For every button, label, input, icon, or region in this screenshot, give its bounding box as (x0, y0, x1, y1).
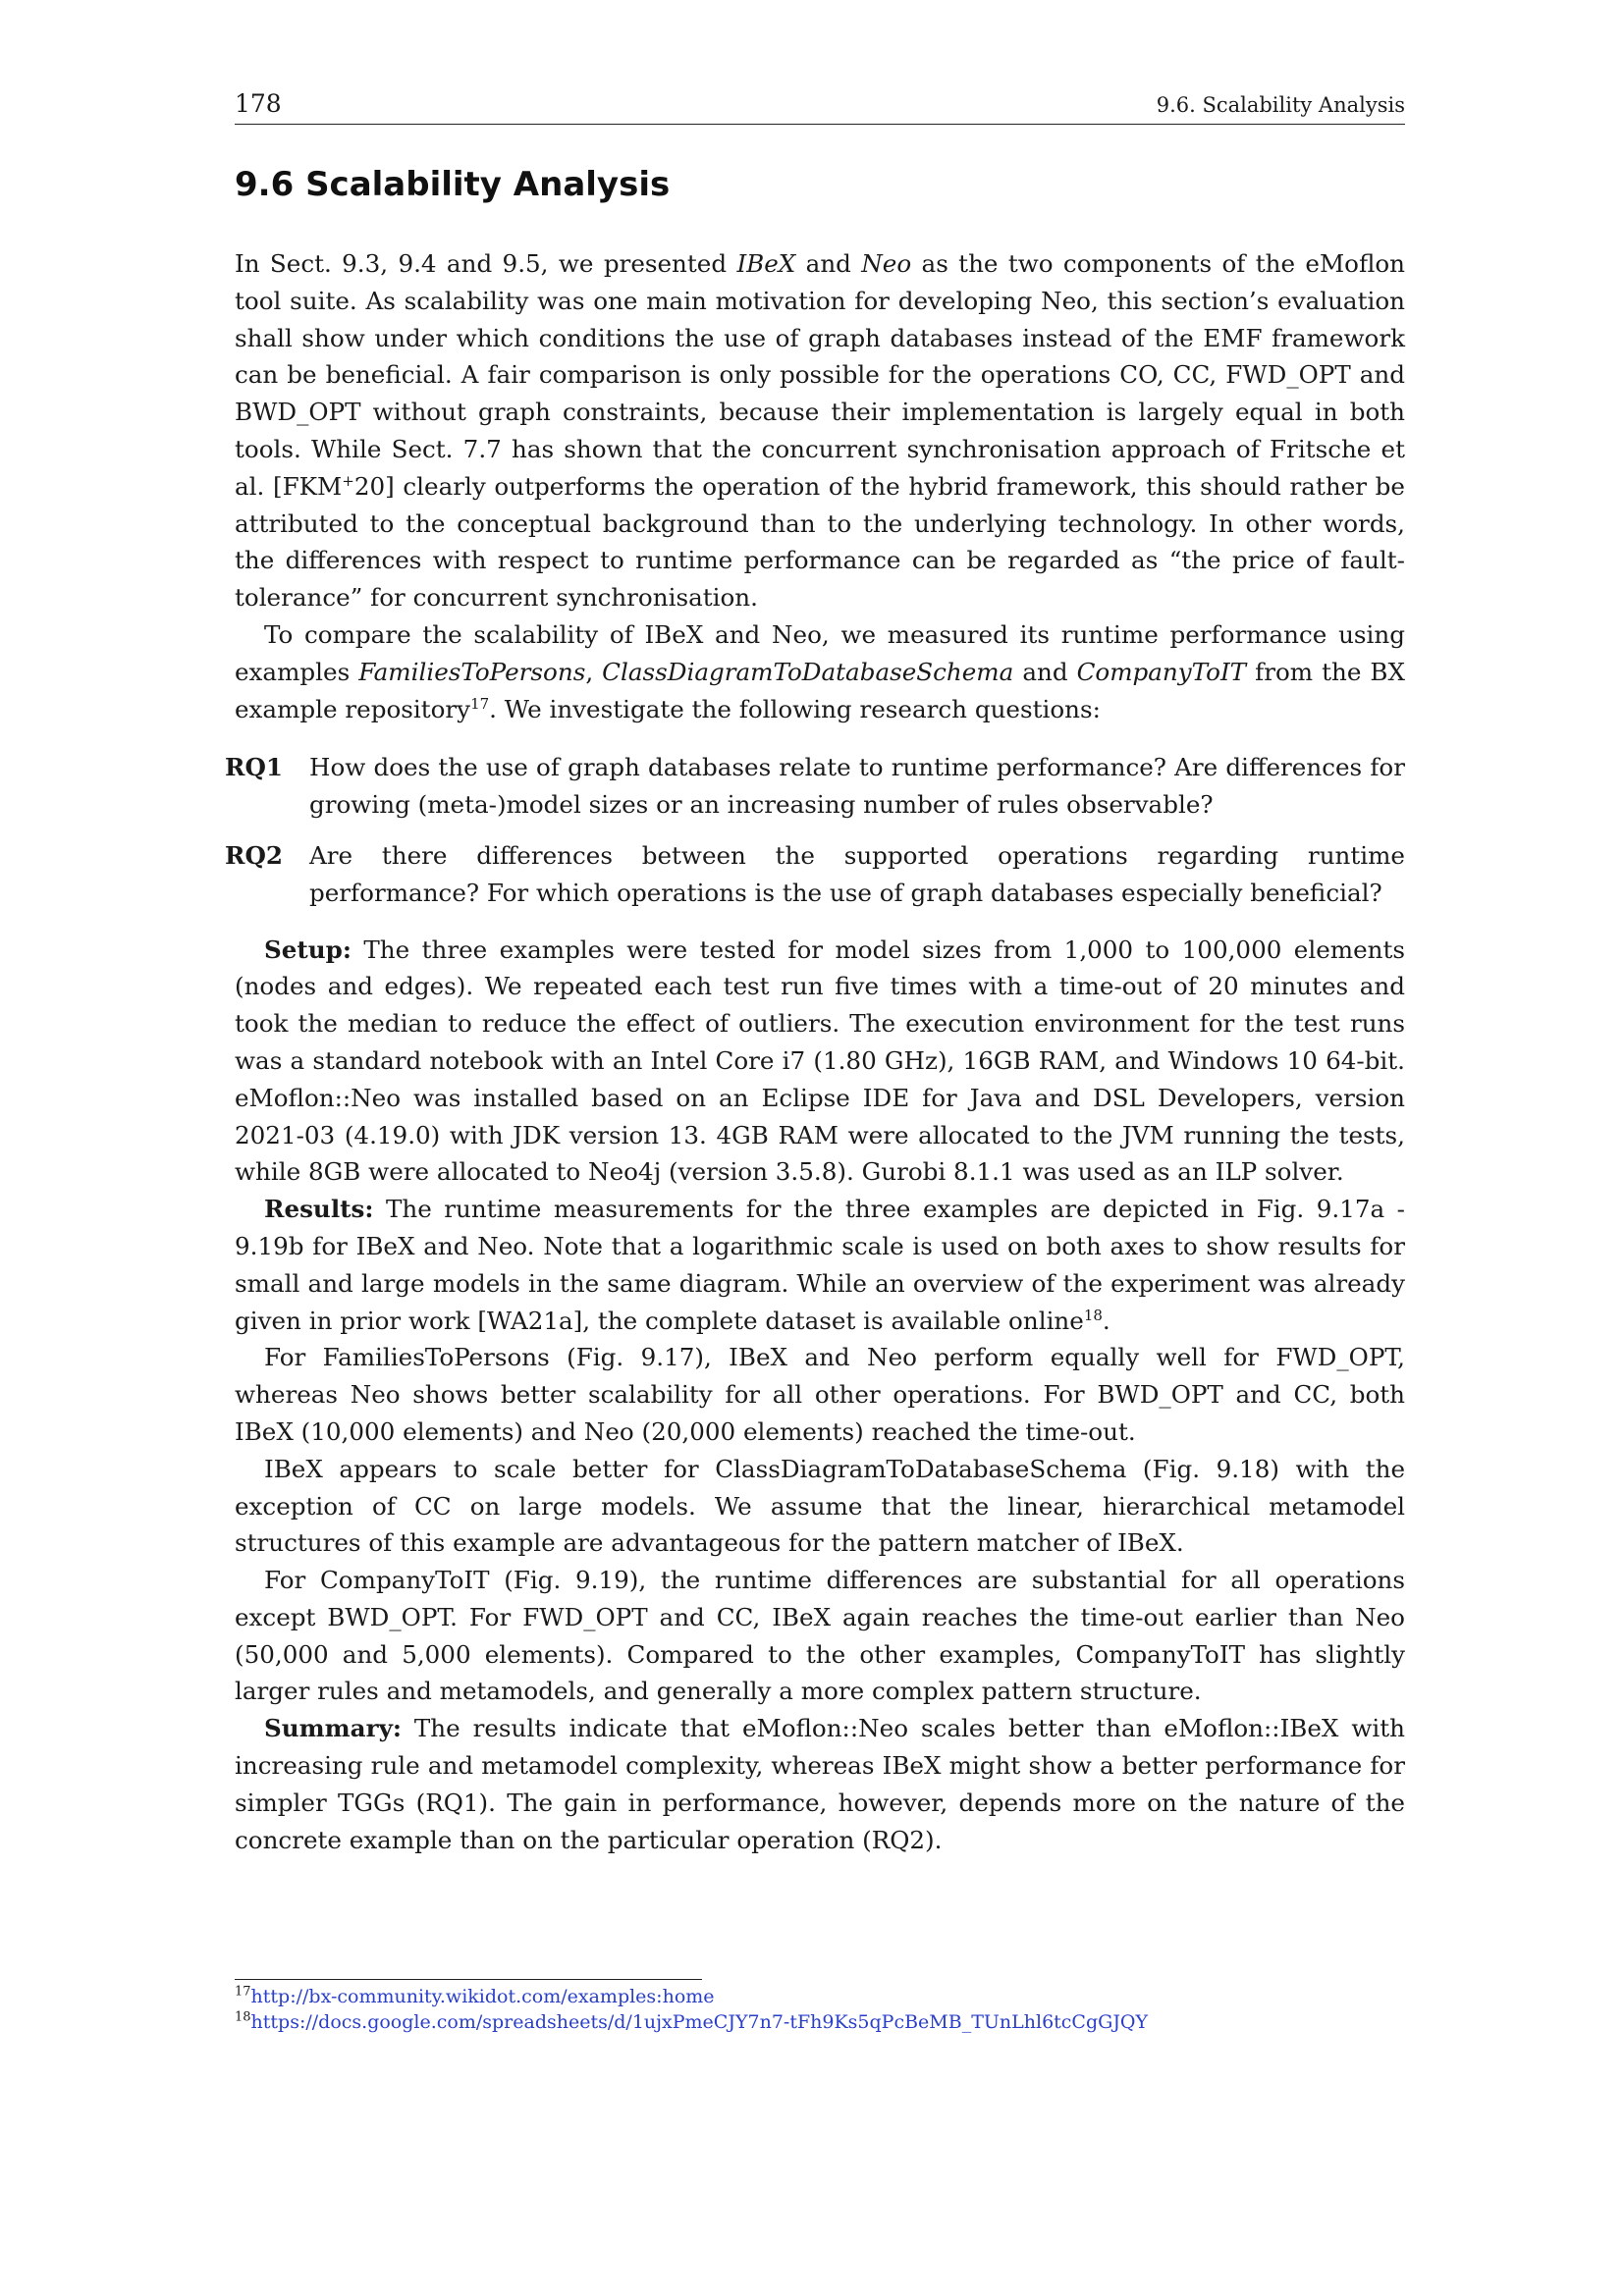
research-question-2 (225, 837, 1405, 912)
paragraph-summary: Summary: The results indicate that eMoflon::Neo scales better than eMoflon::IBeX with increasing rule and metamodel complexity, whereas IBeX might show a better performance for simpler TGGs (RQ1). The gain in performance, however, depends more on the nature of the concrete example than on the particular operation (RQ2). (235, 1714, 1405, 1854)
paragraph-classdiagram: IBeX appears to scale better for ClassDiagramToDatabaseSchema (Fig. 9.18) with the exception of CC on large models. We assume that the linear, hierarchical metamodel structures of this example are advantageous for the pattern matcher of IBeX. (235, 1454, 1405, 1558)
body-text (225, 245, 1406, 1858)
setup-label: Setup: (264, 934, 352, 964)
rq-label: RQ1 (225, 753, 283, 782)
paragraph-examples: To compare the scalability of IBeX and Neo, we measured its runtime performance using examples FamiliesToPersons, ClassDiagramToDatabaseSchema and CompanyToIT from the BX example repository$^{17}$. We investigate the following research questions: (235, 619, 1405, 723)
footnote-ref-18[interactable]: 18 (1083, 1306, 1103, 1324)
page-number: 178 (235, 89, 282, 118)
footnote-ref-17[interactable]: 17 (470, 694, 490, 713)
research-question-1 (225, 749, 1405, 824)
neo-term: Neo (861, 249, 912, 278)
results-label: Results: (264, 1195, 374, 1224)
rq-text: How does the use of graph databases relate to runtime performance? Are differences for growing (meta-)model sizes or an increasing number of rules observable? (309, 753, 1405, 820)
footnote-link[interactable]: https://docs.google.com/spreadsheets/d/1ujxPmeCJY7n7-tFh9Ks5qPcBeMB_TUnLhl6tcCgGJQY (250, 2011, 1149, 2033)
ibex-term: IBeX (736, 249, 796, 278)
running-title: 9.6. Scalability Analysis (1156, 93, 1405, 117)
summary-label: Summary: (264, 1714, 402, 1743)
footnote-17: $^{17}$http://bx-community.wikidot.com/examples:home (235, 1984, 715, 2007)
example-name: FamiliesToPersons (358, 657, 586, 686)
footnote-rule (235, 1979, 702, 1980)
paragraph-company: For CompanyToIT (Fig. 9.19), the runtime differences are substantial for all operations except BWD_OPT. For FWD_OPT and CC, IBeX again reaches the time-out earlier than Neo (50,000 and 5,000 elements). Compared to the other examples, CompanyToIT has slightly larger rules and metamodels, and generally a more complex pattern structure. (235, 1566, 1405, 1706)
page-header (235, 89, 1405, 125)
rq-label: RQ2 (225, 840, 283, 870)
paragraph-families: For FamiliesToPersons (Fig. 9.17), IBeX and Neo perform equally well for FWD_OPT, whereas Neo shows better scalability for all other operations. For BWD_OPT and CC, both IBeX (10,000 elements) and Neo (20,000 elements) reached the time-out. (235, 1343, 1405, 1446)
paragraph-intro: In Sect. 9.3, 9.4 and 9.5, we presented IBeX and Neo as the two components of the eMoflon tool suite. As scalability was one main motivation for developing Neo, this section’s evaluation shall show under which conditions the use of graph databases instead of the EMF framework can be beneficial. A fair comparison is only possible for the operations CO, CC, FWD_OPT and BWD_OPT without graph constraints, because their implementation is largely equal in both tools. While Sect. 7.7 has shown that the concurrent synchronisation approach of Fritsche et al. [FKM+20] clearly outperforms the operation of the hybrid framework, this should rather be attributed to the conceptual background than to the underlying technology. In other words, the differences with respect to runtime performance can be regarded as “the price of fault-tolerance” for concurrent synchronisation. (235, 249, 1406, 613)
footnote-link[interactable]: http://bx-community.wikidot.com/examples:home (250, 1986, 715, 2007)
rq-text: Are there differences between the supported operations regarding runtime performance? For which operations is the use of graph databases especially beneficial? (309, 840, 1405, 907)
footnote-18: $^{18}$https://docs.google.com/spreadsheets/d/1ujxPmeCJY7n7-tFh9Ks5qPcBeMB_TUnLhl6tcCgGJQY (235, 2009, 1149, 2033)
section-heading: 9.6 Scalability Analysis (235, 165, 671, 204)
paragraph-results: Results: The runtime measurements for the three examples are depicted in Fig. 9.17a - 9.19b for IBeX and Neo. Note that a logarithmic scale is used on both axes to show results for small and large models in the same diagram. While an overview of the experiment was already given in prior work [WA21a], the complete dataset is available online$^{18}$. (235, 1195, 1405, 1335)
paragraph-setup: Setup: The three examples were tested for model sizes from 1,000 to 100,000 elements (nodes and edges). We repeated each test run five times with a time-out of 20 minutes and took the median to reduce the effect of outliers. The execution environment for the test runs was a standard notebook with an Intel Core i7 (1.80 GHz), 16GB RAM, and Windows 10 64-bit. eMoflon::Neo was installed based on an Eclipse IDE for Java and DSL Developers, version 2021-03 (4.19.0) with JDK version 13. 4GB RAM were allocated to the JVM running the tests, while 8GB were allocated to Neo4j (version 3.5.8). Gurobi 8.1.1 was used as an ILP solver. (235, 934, 1405, 1187)
footnotes (235, 1979, 1405, 2035)
example-name: ClassDiagramToDatabaseSchema (602, 657, 1014, 686)
example-name: CompanyToIT (1076, 657, 1247, 686)
